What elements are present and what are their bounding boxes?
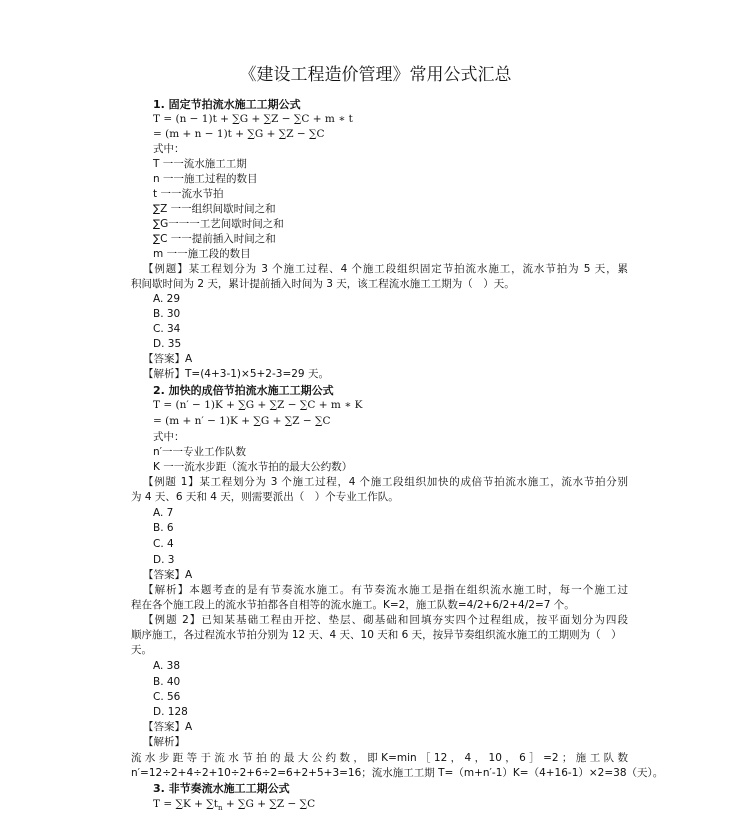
example-2-2-text-line-2: 顺序施工，各过程流水节拍分别为 12 天、4 天、10 天和 6 天，按异节奏组织流水施工的工期则为（ ） — [131, 629, 622, 641]
example-2-2-text-line-1: 【例题 2】已知某基础工程由开挖、垫层、砌基础和回填夯实四个过程组成，按平面划分为四段 — [143, 614, 628, 626]
definition-sum-g: ∑G一一一工艺间歇时间之和 — [153, 218, 284, 230]
definition-k: K 一一流水步距（流水节拍的最大公约数） — [153, 461, 353, 473]
definition-t: t 一一流水节拍 — [153, 188, 224, 200]
option-d: D. 35 — [153, 338, 182, 350]
option-b-2: B. 6 — [153, 522, 174, 534]
option-a-2: A. 7 — [153, 507, 174, 519]
definition-n: n 一一施工过程的数目 — [153, 173, 258, 185]
option-d-3: D. 128 — [153, 706, 188, 718]
formula-3-part-2: + ∑G + ∑Z − ∑C — [222, 798, 316, 810]
option-d-2: D. 3 — [153, 554, 175, 566]
section-1-heading: 1. 固定节拍流水施工工期公式 — [153, 98, 301, 111]
answer-2-1: 【答案】A — [143, 569, 193, 581]
definition-m: m 一一施工段的数目 — [153, 248, 251, 260]
example-2-2-text-line-3: 天。 — [131, 644, 152, 656]
option-b: B. 30 — [153, 308, 181, 320]
example-2-1-text-line-2: 为 4 天、6 天和 4 天，则需要派出（ ）个专业工作队。 — [131, 491, 399, 503]
example-2-1-text-line-1: 【例题 1】某工程划分为 3 个施工过程，4 个施工段组织加快的成倍节拍流水施工，流水节拍分别 — [143, 476, 628, 488]
answer-2-2: 【答案】A — [143, 721, 193, 733]
document-title: 《建设工程造价管理》常用公式汇总 — [239, 65, 512, 85]
option-c-3: C. 56 — [153, 691, 181, 703]
formula-2-line-1: T = (n′ − 1)K + ∑G + ∑Z − ∑C + m ∗ K — [153, 399, 363, 411]
formula-3-part-1: T = ∑K + ∑t — [153, 798, 219, 810]
answer: 【答案】A — [143, 353, 193, 365]
option-c: C. 34 — [153, 323, 181, 335]
example-1-text-line-2: 积间歇时间为 2 天，累计提前插入时间为 3 天，该工程流水施工工期为（ ）天。 — [131, 278, 515, 290]
formula-1-line-1: T = (n − 1)t + ∑G + ∑Z − ∑C + m ∗ t — [153, 113, 353, 125]
explanation: 【解析】T=(4+3-1)×5+2-3=29 天。 — [143, 368, 329, 380]
definition-sum-c: ∑C 一一提前插入时间之和 — [153, 233, 276, 245]
option-a-3: A. 38 — [153, 660, 181, 672]
option-b-3: B. 40 — [153, 676, 181, 688]
definition-sum-z: ∑Z 一一组织间歇时间之和 — [153, 203, 276, 215]
formula-1-line-2: = (m + n − 1)t + ∑G + ∑Z − ∑C — [153, 128, 325, 140]
definition-n-prime: n′一一专业工作队数 — [153, 446, 247, 458]
explanation-2-1-line-2: 程在各个施工段上的流水节拍都各自相等的流水施工。K=2，施工队数=4/2+6/2+4/2=7 个。 — [131, 599, 575, 611]
example-1-text-line-1: 【例题】某工程划分为 3 个施工过程、4 个施工段组织固定节拍流水施工，流水节拍为 5 天，累 — [143, 263, 628, 275]
explanation-2-2-label: 【解析】 — [143, 736, 185, 748]
section-3-heading: 3. 非节奏流水施工工期公式 — [153, 782, 290, 795]
where-label-2: 式中： — [153, 431, 185, 443]
where-label: 式中： — [153, 143, 185, 155]
definition-T: T 一一流水施工工期 — [153, 158, 247, 170]
option-c-2: C. 4 — [153, 538, 174, 550]
formula-3 — [153, 797, 315, 812]
formula-2-line-2: = (m + n′ − 1)K + ∑G + ∑Z − ∑C — [153, 415, 331, 427]
formula-3-subscript: n — [218, 804, 223, 813]
section-2-heading: 2. 加快的成倍节拍流水施工工期公式 — [153, 384, 334, 397]
explanation-2-2-line-2: n′=12÷2+4÷2+10÷2+6÷2=6+2+5+3=16；流水施工工期 T=（m+n′-1）K=（4+16-1）×2=38（天）。 — [131, 767, 664, 779]
option-a: A. 29 — [153, 293, 181, 305]
explanation-2-2-line-1: 流 水 步 距 等 于 流 水 节 拍 的 最 大 公 约 数 ， 即 K=min ［ 12 ， 4 ， 10 ， 6 ］ =2 ； 施 工 队 数 — [131, 752, 628, 764]
explanation-2-1-line-1: 【解析】本题考查的是有节奏流水施工。有节奏流水施工是指在组织流水施工时，每一个施工过 — [143, 584, 628, 596]
